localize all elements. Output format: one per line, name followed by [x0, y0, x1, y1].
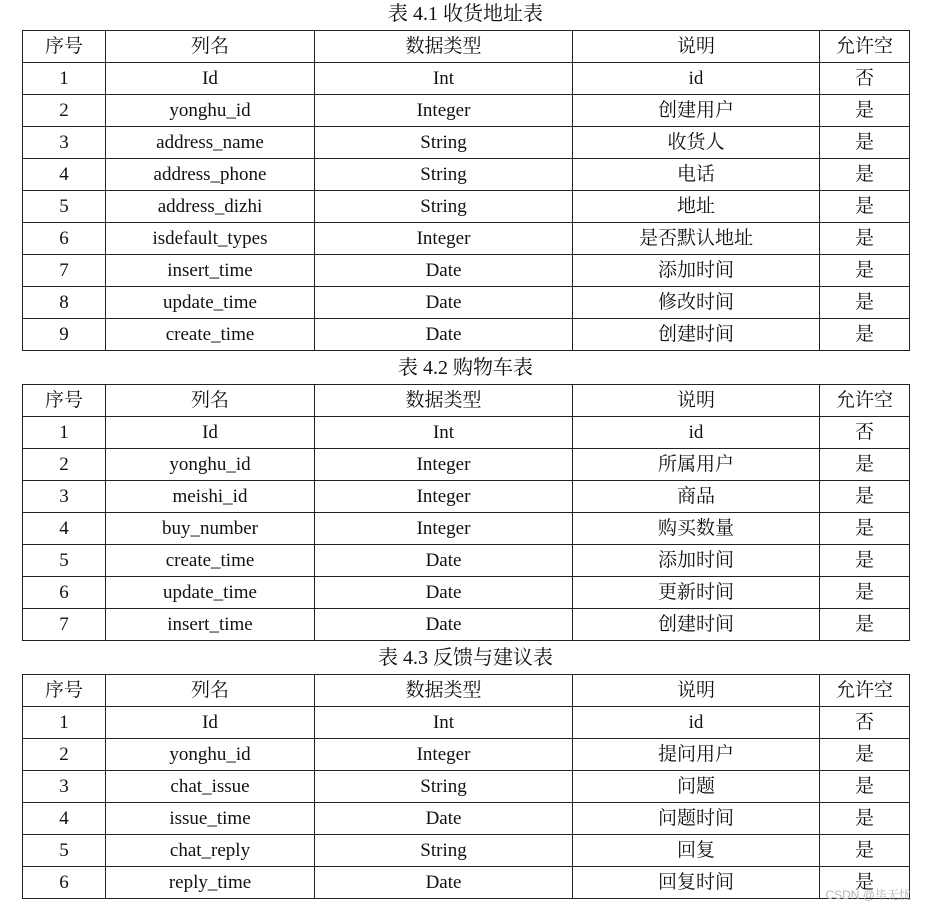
cell-column-name: issue_time — [106, 803, 315, 835]
table-row — [23, 159, 910, 191]
cell-nullable: 是 — [820, 609, 910, 641]
cell-description: 创建时间 — [573, 609, 820, 641]
cell-nullable: 是 — [820, 191, 910, 223]
table-row — [23, 95, 910, 127]
cell-description: 回复时间 — [573, 867, 820, 899]
table-row — [23, 739, 910, 771]
cell-description: 回复 — [573, 835, 820, 867]
cell-nullable: 否 — [820, 417, 910, 449]
header-row — [23, 675, 910, 707]
cell-description: 修改时间 — [573, 287, 820, 319]
header-data-type: 数据类型 — [315, 31, 573, 63]
cell-index: 8 — [23, 287, 106, 319]
cell-description: 提问用户 — [573, 739, 820, 771]
table-row — [23, 707, 910, 739]
cell-column-name: reply_time — [106, 867, 315, 899]
header-column-name: 列名 — [106, 385, 315, 417]
cell-data-type: Integer — [315, 513, 573, 545]
header-index: 序号 — [23, 385, 106, 417]
cell-description: 更新时间 — [573, 577, 820, 609]
cell-index: 7 — [23, 255, 106, 287]
table-row — [23, 481, 910, 513]
cell-data-type: Int — [315, 63, 573, 95]
cell-description: 问题 — [573, 771, 820, 803]
header-data-type: 数据类型 — [315, 385, 573, 417]
header-description: 说明 — [573, 675, 820, 707]
cell-data-type: Date — [315, 545, 573, 577]
cell-nullable: 是 — [820, 449, 910, 481]
cell-index: 2 — [23, 95, 106, 127]
table-row — [23, 223, 910, 255]
address-table — [22, 30, 910, 351]
cell-index: 5 — [23, 835, 106, 867]
header-row — [23, 385, 910, 417]
table-row — [23, 835, 910, 867]
cell-data-type: String — [315, 835, 573, 867]
cell-column-name: buy_number — [106, 513, 315, 545]
cell-index: 7 — [23, 609, 106, 641]
cell-column-name: yonghu_id — [106, 449, 315, 481]
table-caption-4-2: 表 4.2 购物车表 — [398, 357, 533, 379]
cell-description: id — [573, 707, 820, 739]
feedback-table — [22, 674, 910, 899]
header-row — [23, 31, 910, 63]
cell-index: 6 — [23, 867, 106, 899]
cell-data-type: Date — [315, 867, 573, 899]
cell-data-type: Int — [315, 417, 573, 449]
table-row — [23, 545, 910, 577]
cell-column-name: chat_reply — [106, 835, 315, 867]
cell-nullable: 是 — [820, 255, 910, 287]
cell-description: id — [573, 63, 820, 95]
cell-index: 6 — [23, 223, 106, 255]
cell-nullable: 否 — [820, 63, 910, 95]
header-data-type: 数据类型 — [315, 675, 573, 707]
table-row — [23, 63, 910, 95]
cell-data-type: Integer — [315, 95, 573, 127]
table-row — [23, 255, 910, 287]
cell-data-type: Integer — [315, 449, 573, 481]
cell-nullable: 是 — [820, 287, 910, 319]
cell-nullable: 是 — [820, 771, 910, 803]
cell-nullable: 是 — [820, 803, 910, 835]
cell-index: 2 — [23, 449, 106, 481]
cell-column-name: insert_time — [106, 609, 315, 641]
cell-data-type: Integer — [315, 223, 573, 255]
table-caption-4-3: 表 4.3 反馈与建议表 — [378, 647, 553, 669]
cell-column-name: yonghu_id — [106, 739, 315, 771]
cell-description: 创建时间 — [573, 319, 820, 351]
header-column-name: 列名 — [106, 31, 315, 63]
table-row — [23, 191, 910, 223]
cell-column-name: Id — [106, 707, 315, 739]
cell-column-name: update_time — [106, 287, 315, 319]
cell-index: 9 — [23, 319, 106, 351]
cell-data-type: Date — [315, 287, 573, 319]
cell-nullable: 是 — [820, 867, 910, 899]
cell-column-name: update_time — [106, 577, 315, 609]
cell-data-type: Date — [315, 577, 573, 609]
cell-column-name: address_name — [106, 127, 315, 159]
cell-column-name: chat_issue — [106, 771, 315, 803]
cell-nullable: 是 — [820, 319, 910, 351]
cell-nullable: 是 — [820, 835, 910, 867]
cell-nullable: 是 — [820, 95, 910, 127]
cell-column-name: meishi_id — [106, 481, 315, 513]
cell-description: 地址 — [573, 191, 820, 223]
cell-data-type: Integer — [315, 739, 573, 771]
cell-description: 创建用户 — [573, 95, 820, 127]
table-row — [23, 127, 910, 159]
cell-column-name: Id — [106, 417, 315, 449]
table-row — [23, 417, 910, 449]
watermark: CSDN @毕无忧 — [825, 888, 911, 902]
cell-column-name: isdefault_types — [106, 223, 315, 255]
cell-nullable: 否 — [820, 707, 910, 739]
cell-index: 5 — [23, 191, 106, 223]
header-nullable: 允许空 — [820, 675, 910, 707]
cell-index: 1 — [23, 707, 106, 739]
cell-nullable: 是 — [820, 159, 910, 191]
cell-index: 6 — [23, 577, 106, 609]
cell-description: 电话 — [573, 159, 820, 191]
cell-data-type: String — [315, 771, 573, 803]
header-description: 说明 — [573, 31, 820, 63]
table-row — [23, 513, 910, 545]
cell-index: 5 — [23, 545, 106, 577]
header-column-name: 列名 — [106, 675, 315, 707]
cell-description: 商品 — [573, 481, 820, 513]
cell-column-name: create_time — [106, 319, 315, 351]
cell-column-name: address_phone — [106, 159, 315, 191]
header-index: 序号 — [23, 31, 106, 63]
cell-data-type: String — [315, 191, 573, 223]
cell-data-type: String — [315, 127, 573, 159]
cell-nullable: 是 — [820, 739, 910, 771]
cell-data-type: Integer — [315, 481, 573, 513]
cell-data-type: String — [315, 159, 573, 191]
cell-nullable: 是 — [820, 577, 910, 609]
table-row — [23, 771, 910, 803]
cell-nullable: 是 — [820, 545, 910, 577]
table-row — [23, 867, 910, 899]
cell-index: 1 — [23, 417, 106, 449]
table-row — [23, 803, 910, 835]
cell-column-name: address_dizhi — [106, 191, 315, 223]
cell-description: 收货人 — [573, 127, 820, 159]
cell-data-type: Date — [315, 609, 573, 641]
table-caption-4-1: 表 4.1 收货地址表 — [388, 3, 543, 25]
cell-column-name: insert_time — [106, 255, 315, 287]
cell-description: 添加时间 — [573, 545, 820, 577]
header-nullable: 允许空 — [820, 31, 910, 63]
cell-nullable: 是 — [820, 127, 910, 159]
cell-column-name: create_time — [106, 545, 315, 577]
cell-index: 4 — [23, 803, 106, 835]
cell-index: 3 — [23, 127, 106, 159]
cell-index: 3 — [23, 771, 106, 803]
cell-nullable: 是 — [820, 513, 910, 545]
table-row — [23, 319, 910, 351]
cell-data-type: Date — [315, 319, 573, 351]
cell-description: 是否默认地址 — [573, 223, 820, 255]
cell-description: 购买数量 — [573, 513, 820, 545]
table-row — [23, 449, 910, 481]
header-nullable: 允许空 — [820, 385, 910, 417]
cell-index: 3 — [23, 481, 106, 513]
cell-description: 添加时间 — [573, 255, 820, 287]
cell-description: 所属用户 — [573, 449, 820, 481]
cell-index: 4 — [23, 159, 106, 191]
header-index: 序号 — [23, 675, 106, 707]
cell-data-type: Int — [315, 707, 573, 739]
cell-index: 1 — [23, 63, 106, 95]
table-row — [23, 609, 910, 641]
cell-data-type: Date — [315, 255, 573, 287]
cell-index: 4 — [23, 513, 106, 545]
table-row — [23, 287, 910, 319]
cell-description: id — [573, 417, 820, 449]
cell-data-type: Date — [315, 803, 573, 835]
cell-nullable: 是 — [820, 223, 910, 255]
cell-column-name: Id — [106, 63, 315, 95]
header-description: 说明 — [573, 385, 820, 417]
cell-description: 问题时间 — [573, 803, 820, 835]
cart-table — [22, 384, 910, 641]
table-row — [23, 577, 910, 609]
cell-nullable: 是 — [820, 481, 910, 513]
cell-column-name: yonghu_id — [106, 95, 315, 127]
cell-index: 2 — [23, 739, 106, 771]
